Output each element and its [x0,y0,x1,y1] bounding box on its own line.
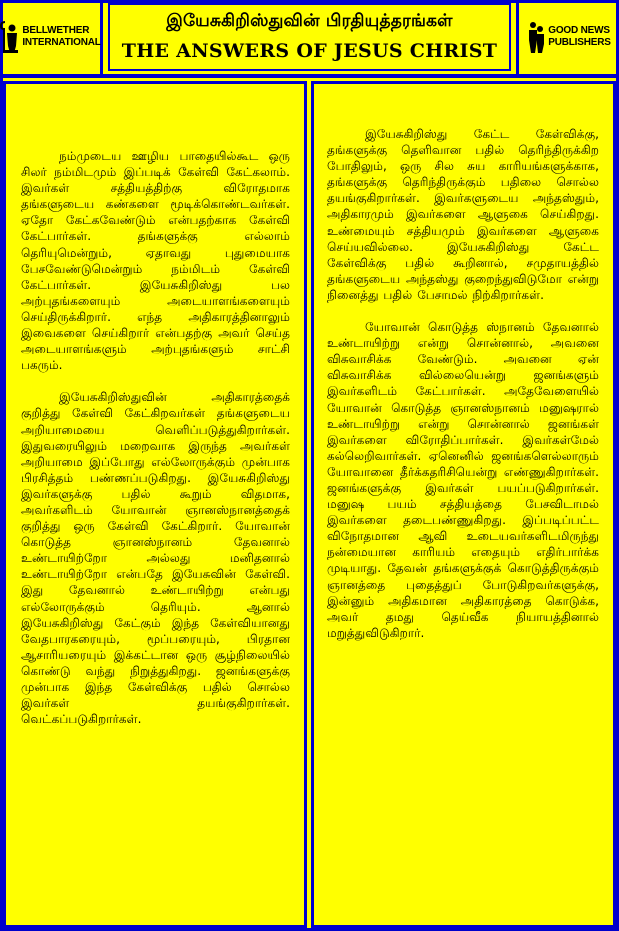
good-news-logo [516,0,619,74]
bellwether-logo [0,0,103,74]
title-english: THE ANSWERS OF JESUS CHRIST [121,40,498,62]
logo-left-line1: BELLWETHER [22,25,90,36]
right-column [311,81,616,928]
shepherd-icon [0,20,19,54]
right-paragraph-2: யோவான் கொடுத்த ஸ்நானம் தேவனால் உண்டாயிற்று என்று சொன்னால், அவனை விசுவாசிக்க வேண்டும். அவனை ஏன் விசுவாசிக்க வில்லையென்று ஜனங்களும் இவர்களிடம் கேட்பார்கள். அதேவேளையில் யோவான் கொடுத்த ஞானஸ்நானம் மனுஷரால் உண்டாயிற்று என்று சொன்னால் ஜனங்கள் இவர்களை விரோதிப்பார்கள். இவர்கள்மேல் கல்லெறிவார்கள். ஏனெனில் ஜனங்களெல்லாரும் யோவானை தீர்க்கதரிசியென்று எண்ணுகிறார்கள். ஜனங்களுக்கு இவர்கள் பயப்படுகிறார்கள். மனுஷ பயம் சத்தியத்தை பேசவிடாமல் இவர்களை தடைபண்ணுகிறது. இப்படிப்பட்ட விநோதமான ஆவி உடையவர்களிடமிருந்து நன்மையான காரியம் எதையும் எதிர்பார்க்க முடியாது. தேவன் தங்களுக்குக் கொடுத்திருக்கும் ஞானத்தை புதைத்துப் போடுகிறவர்களுக்கு, இன்னும் அதிகமான அதிகாரத்தை கொடுக்க, அவர் தமது தெய்வீக நியாயத்தினால் மறுத்துவிடுகிறார். [327,320,599,640]
left-paragraph-1: நம்முடைய ஊழிய பாதையில்கூட ஒரு சிலர் நம்மிடமும் இப்படிக் கேள்வி கேட்கலாம். இவர்கள் சத்தியத்திற்கு விரோதமாக தங்களுடைய கண்களை மூடிக்கொண்டவர்கள். ஏதோ கேட்கவேண்டும் என்பதற்காக கேள்வி கேட்பார்கள். தங்களுக்கு எல்லாம் தெரியுமென்றும், ஏதாவது புதுமையாக பேசவேண்டுமென்றும் நம்மிடம் கேள்வி கேட்பார்கள். இயேசுகிறிஸ்து பல அற்புதங்களையும் அடையாளங்களையும் செய்திருக்கிறார். எந்த அதிகாரத்தினாலும் இவைகளை செய்கிறார் என்பதற்கு அவர் செய்த அடையாளங்களும் அற்புதங்களும் சாட்சி பகரும். [21,149,290,373]
left-paragraph-2: இயேசுகிறிஸ்துவின் அதிகாரத்தைக் குறித்து கேள்வி கேட்கிறவர்கள் தங்களுடைய அறியாமையை வெளிப்படுத்துகிறார்கள். இதுவரையிலும் மறைவாக இருந்த அவர்கள் அறியாமை இப்போது எல்லோருக்கும் முன்பாக பிரசித்தம் பண்ணப்படுகிறது. இயேசுகிறிஸ்து இவர்களுக்கு பதில் கூறும் விதமாக, அவர்களிடம் யோவான் ஞானஸ்நானத்தைக் குறித்து ஒரு கேள்வி கேட்கிறார். யோவான் கொடுத்த ஞானஸ்நானம் தேவனால் உண்டாயிற்றோ அல்லது மனிதனால் உண்டாயிற்றோ என்பதே இயேசுவின் கேள்வி. இது தேவனால் உண்டாயிற்று என்பது எல்லோருக்கும் தெரியும். ஆனால் இயேசுகிறிஸ்து கேட்கும் இந்த கேள்வியானது வேதபாரகரையும், மூப்பரையும், பிரதான ஆசாரியரையும் இக்கட்டான ஒரு சூழ்நிலையில் கொண்டு வந்து நிறுத்துகிறது. ஜனங்களுக்கு முன்பாக இந்த கேள்விக்கு பதில் சொல்ல இவர்கள் தயங்குகிறார்கள். வெட்கப்படுகிறார்கள். [21,390,290,727]
logo-left-line2: INTERNATIONAL [22,37,101,48]
logo-right-line2: PUBLISHERS [548,37,611,48]
title-box [108,3,511,71]
left-column [3,81,307,928]
people-icon [527,20,545,54]
title-tamil: இயேசுகிறிஸ்துவின் பிரதியுத்தரங்கள் [166,11,453,31]
logo-right-line1: GOOD NEWS [548,25,610,36]
header [0,0,619,78]
right-paragraph-1: இயேசுகிறிஸ்து கேட்ட கேள்விக்கு, தங்களுக்கு தெளிவான பதில் தெரிந்திருக்கிற போதிலும், ஒரு சில சுய காரியங்களுக்காக, தங்களுக்கு தெரிந்திருக்கும் பதிலை சொல்ல தயங்குகிறார்கள். இவர்களுடைய அந்தஸ்தும், அதிகாரமும் இவர்களை ஆளுகை செய்கிறது. உண்மையும் சத்தியமும் இவர்களை ஆளுகை செய்யவில்லை. இயேசுகிறிஸ்து கேட்ட கேள்விக்கு பதில் கூறினால், சமுதாயத்தில் தங்களுடைய அந்தஸ்து குறைந்துவிடுமோ என்று நினைத்து பதில் பேசாமல் நிற்கிறார்கள். [327,127,599,302]
